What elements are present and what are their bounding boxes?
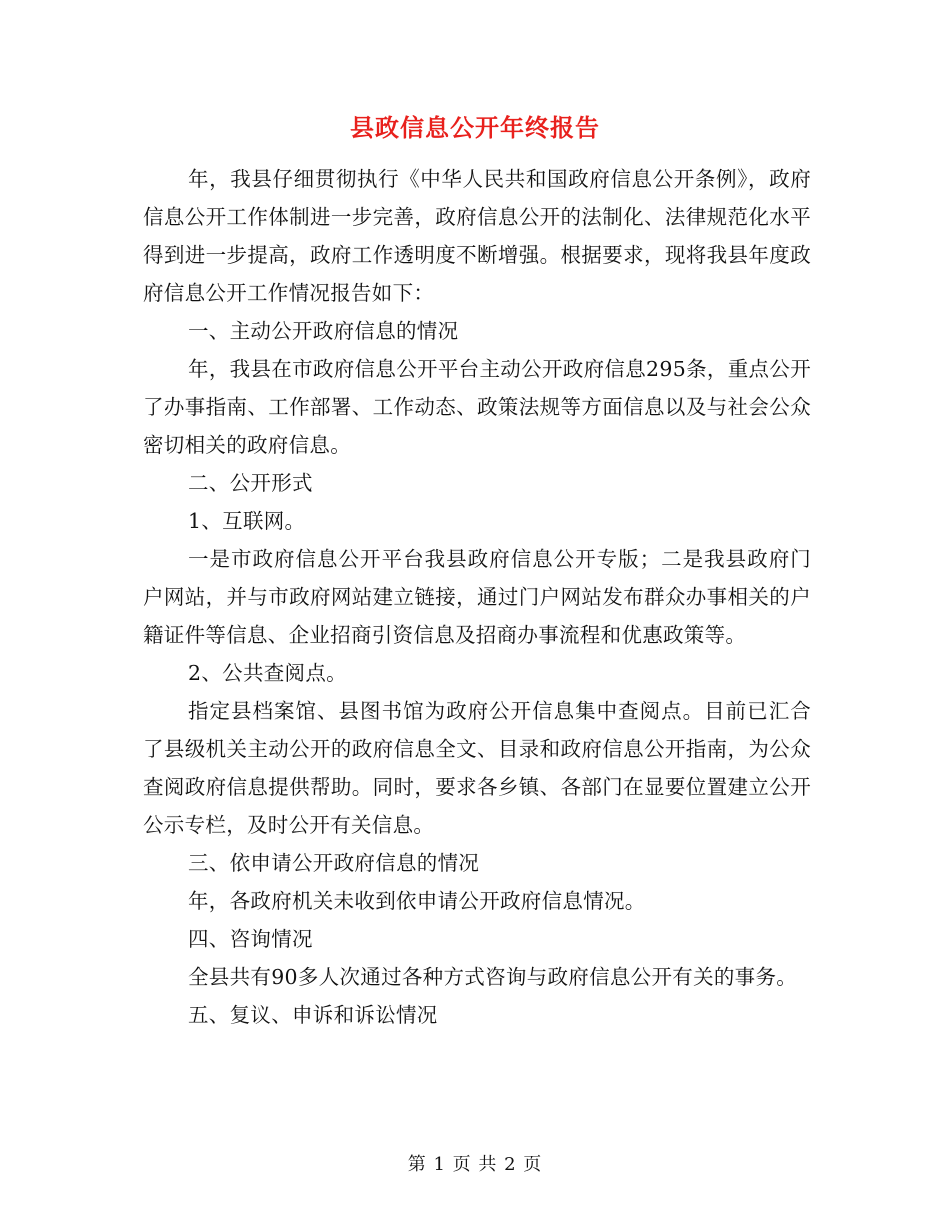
paragraph-consultation: 全县共有90多人次通过各种方式咨询与政府信息公开有关的事务。 [188, 965, 798, 989]
section-heading-1: 一、主动公开政府信息的情况 [188, 319, 459, 343]
document-title: 县政信息公开年终报告 [350, 113, 600, 142]
section-heading-2: 二、公开形式 [188, 471, 313, 495]
section-heading-4: 四、咨询情况 [188, 927, 313, 951]
paragraph-application-disclosure: 年，各政府机关未收到依申请公开政府信息情况。 [188, 889, 646, 913]
subheading-internet: 1、互联网。 [188, 509, 306, 533]
paragraph-public-reading-points: 指定县档案馆、县图书馆为政府公开信息集中查阅点。目前已汇合了县级机关主动公开的政府信息全文、目录和政府信息公开指南，为公众查阅政府信息提供帮助。同时，要求各乡镇、各部门在显要位置建立公开公示专栏，及时公开有关信息。 [143, 699, 811, 837]
paragraph-internet: 一是市政府信息公开平台我县政府信息公开专版；二是我县政府门户网站，并与市政府网站建立链接，通过门户网站发布群众办事相关的户籍证件等信息、企业招商引资信息及招商办事流程和优惠政策等。 [143, 547, 811, 647]
page-number-footer: 第 1 页 共 2 页 [407, 1154, 543, 1175]
paragraph-intro: 年，我县仔细贯彻执行《中华人民共和国政府信息公开条例》，政府信息公开工作体制进一步完善，政府信息公开的法制化、法律规范化水平得到进一步提高，政府工作透明度不断增强。根据要求，现将我县年度政府信息公开工作情况报告如下： [143, 167, 811, 305]
document-body [143, 160, 811, 1034]
section-heading-5: 五、复议、申诉和诉讼情况 [188, 1003, 438, 1027]
section-heading-3: 三、依申请公开政府信息的情况 [188, 851, 480, 875]
paragraph-proactive-disclosure: 年，我县在市政府信息公开平台主动公开政府信息295条，重点公开了办事指南、工作部署、工作动态、政策法规等方面信息以及与社会公众密切相关的政府信息。 [143, 357, 811, 457]
subheading-public-reading-points: 2、公共查阅点。 [188, 661, 347, 685]
